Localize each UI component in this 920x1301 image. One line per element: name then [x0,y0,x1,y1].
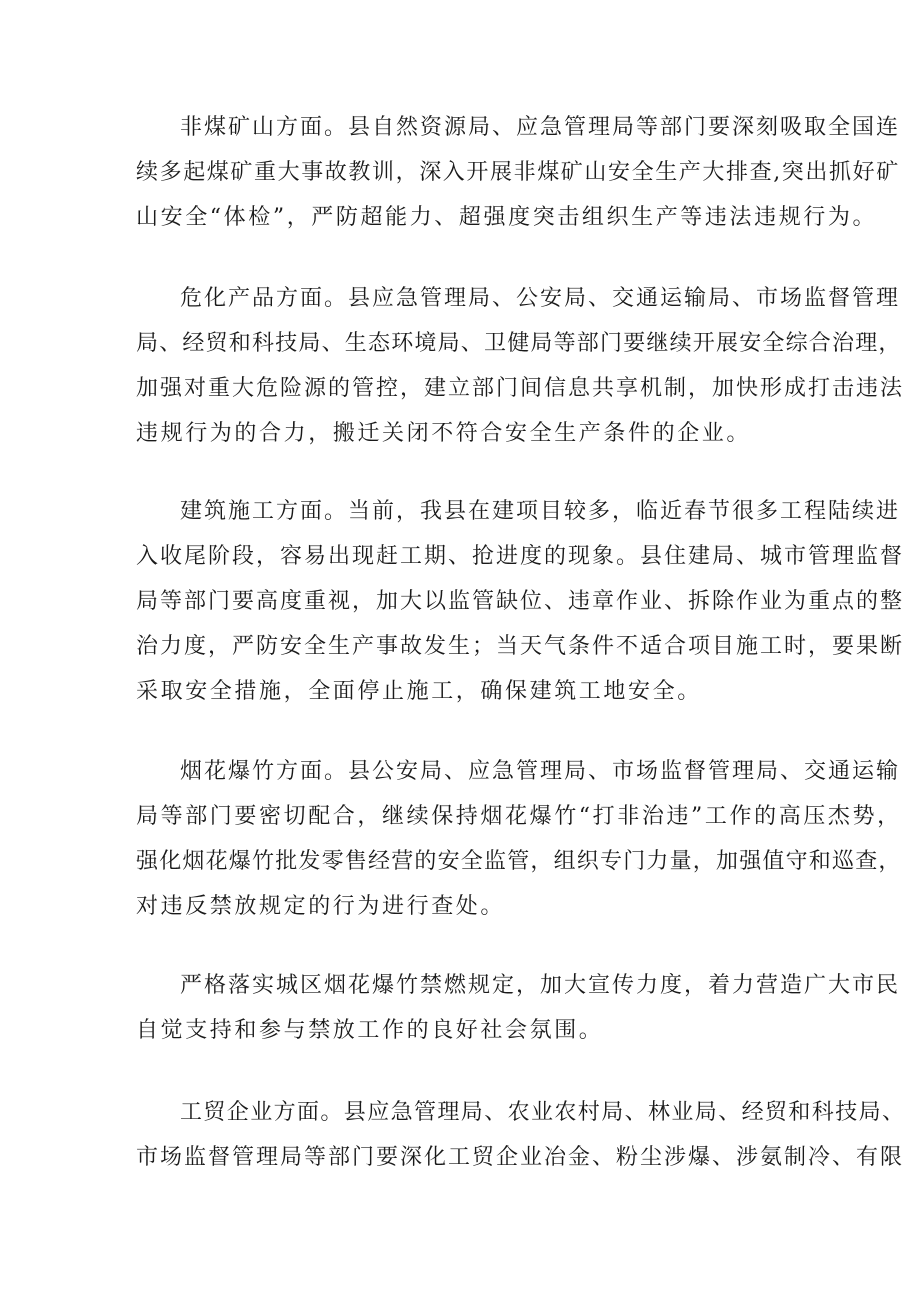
paragraph-line: 非煤矿山方面。县自然资源局、应急管理局等部门要深刻吸取全国连 [180,115,901,140]
paragraph-line: 强化烟花爆竹批发零售经营的安全监管，组织专门力量，加强值守和巡查， [136,849,902,874]
paragraph-line: 烟花爆竹方面。县公安局、应急管理局、市场监督管理局、交通运输 [180,759,901,784]
paragraph-line: 采取安全措施，全面停止施工，确保建筑工地安全。 [136,679,702,704]
paragraph-line: 山安全“体检”，严防超能力、超强度突击组织生产等违法违规行为。 [136,205,878,230]
paragraph-line: 危化产品方面。县应急管理局、公安局、交通运输局、市场监督管理 [180,286,901,311]
paragraph-line: 局、经贸和科技局、生态环境局、卫健局等部门要继续开展安全综合治理， [136,331,902,356]
paragraph-line: 加强对重大危险源的管控，建立部门间信息共享机制，加快形成打击违法 [136,376,905,401]
paragraph-line: 建筑施工方面。当前，我县在建项目较多，临近春节很多工程陆续进 [180,499,901,524]
paragraph-line: 违规行为的合力，搬迁关闭不符合安全生产条件的企业。 [136,421,752,446]
paragraph-line: 局等部门要高度重视，加大以监管缺位、违章作业、拆除作业为重点的整 [136,589,905,614]
paragraph-line: 自觉支持和参与禁放工作的良好社会氛围。 [136,1018,604,1043]
paragraph-line: 严格落实城区烟花爆竹禁燃规定，加大宣传力度，着力营造广大市民 [180,973,901,998]
paragraph-line: 治力度，严防安全生产事故发生；当天气条件不适合项目施工时，要果断 [136,634,905,659]
paragraph-line: 入收尾阶段，容易出现赶工期、抢进度的现象。县住建局、城市管理监督 [136,544,905,569]
paragraph-line: 市场监督管理局等部门要深化工贸企业冶金、粉尘涉爆、涉氨制冷、有限 [136,1145,905,1170]
paragraph-line: 续多起煤矿重大事故教训，深入开展非煤矿山安全生产大排查,突出抓好矿 [136,160,900,185]
paragraph-line: 对违反禁放规定的行为进行查处。 [136,894,506,919]
paragraph-line: 局等部门要密切配合，继续保持烟花爆竹“打非治违”工作的高压杰势， [136,804,902,829]
paragraph-line: 工贸企业方面。县应急管理局、农业农村局、林业局、经贸和科技局、 [180,1100,906,1125]
